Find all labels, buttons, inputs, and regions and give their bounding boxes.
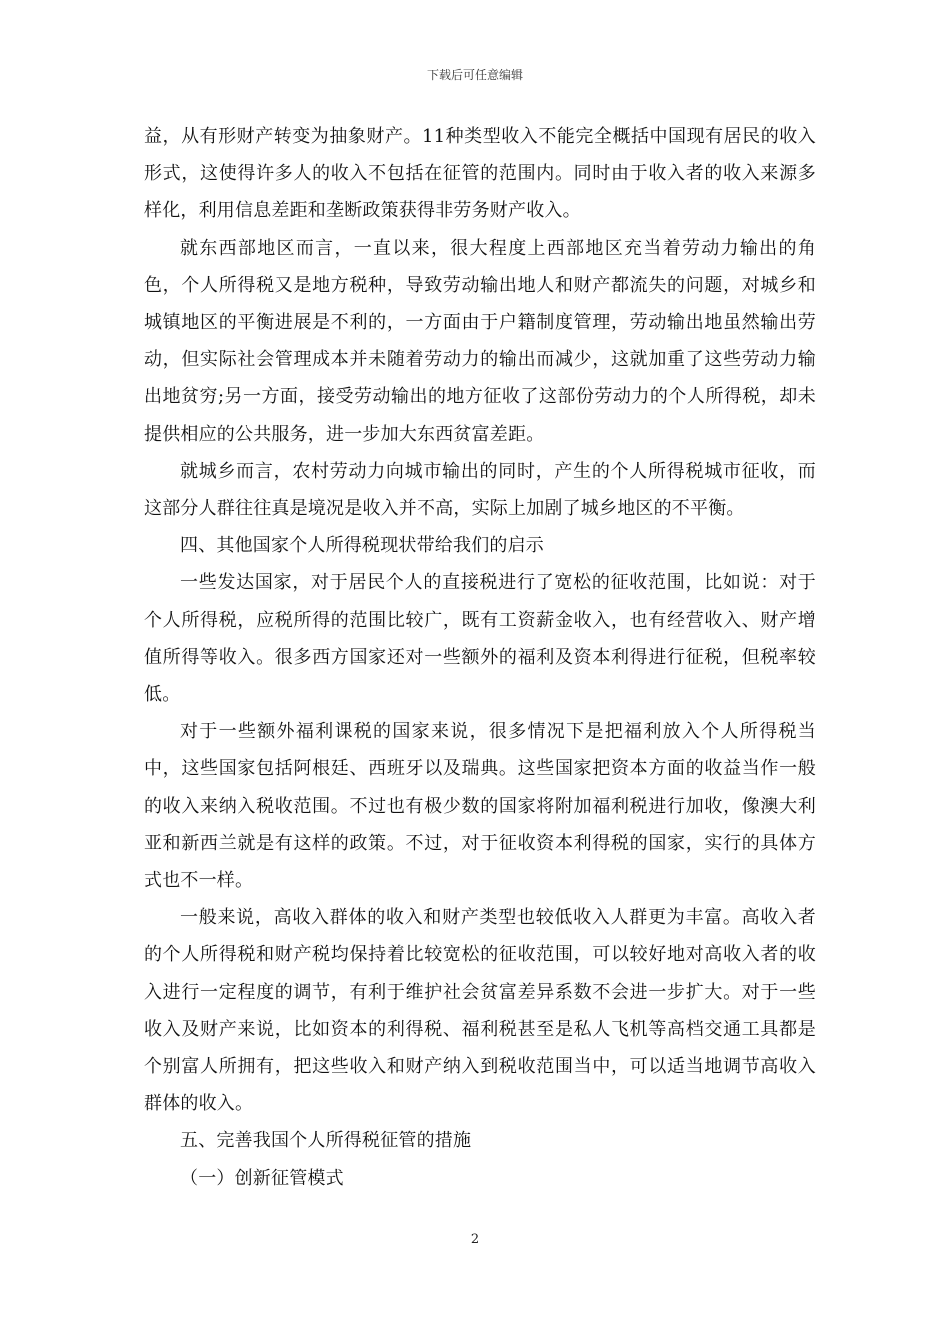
paragraph-high-income: 一般来说，高收入群体的收入和财产类型也较低收入人群更为丰富。高收入者的个人所得税和财产税均保持着比较宽松的征收范围，可以较好地对高收入者的收入进行一定程度的调节，有利于维护社会贫富差异系数不会进一步扩大。对于一些收入及财产来说，比如资本的利得税、福利税甚至是私人飞机等高档交通工具都是个别富人所拥有，把这些收入和财产纳入到税收范围当中，可以适当地调节高收入群体的收入。 [144, 907, 816, 1115]
section-heading-5: 五、完善我国个人所得税征管的措施 [180, 1130, 472, 1152]
paragraph-east-west: 就东西部地区而言，一直以来，很大程度上西部地区充当着劳动力输出的角色，个人所得税又是地方税种，导致劳动输出地人和财产都流失的问题，对城乡和城镇地区的平衡进展是不利的，一方面由于户籍制度管理，劳动输出地虽然输出劳动，但实际社会管理成本并未随着劳动力的输出而减少，这就加重了这些劳动力输出地贫穷;另一方面，接受劳动输出的地方征收了这部份劳动力的个人所得税，却未提供相应的公共服务，进一步加大东西贫富差距。 [144, 237, 816, 445]
paragraph-urban-rural: 就城乡而言，农村劳动力向城市输出的同时，产生的个人所得税城市征收，而这部分人群往往真是境况是收入并不高，实际上加剧了城乡地区的不平衡。 [144, 460, 816, 520]
subsection-heading-1: （一）创新征管模式 [180, 1167, 344, 1189]
paragraph-continuation: 益，从有形财产转变为抽象财产。11种类型收入不能完全概括中国现有居民的收入形式，这使得许多人的收入不包括在征管的范围内。同时由于收入者的收入来源多样化，利用信息差距和垄断政策获得非劳务财产收入。 [144, 126, 816, 222]
page-number: 2 [470, 1232, 480, 1247]
header-note: 下载后可任意编辑 [426, 68, 523, 82]
paragraph-welfare-tax: 对于一些额外福利课税的国家来说，很多情况下是把福利放入个人所得税当中，这些国家包括阿根廷、西班牙以及瑞典。这些国家把资本方面的收益当作一般的收入来纳入税收范围。不过也有极少数的国家将附加福利税进行加收，像澳大利亚和新西兰就是有这样的政策。不过，对于征收资本利得税的国家，实行的具体方式也不一样。 [144, 721, 816, 892]
paragraph-developed-countries: 一些发达国家，对于居民个人的直接税进行了宽松的征收范围，比如说：对于个人所得税，应税所得的范围比较广，既有工资薪金收入，也有经营收入、财产增值所得等收入。很多西方国家还对一些额外的福利及资本利得进行征税，但税率较低。 [144, 572, 816, 706]
section-heading-4: 四、其他国家个人所得税现状带给我们的启示 [180, 535, 544, 557]
document-body [144, 118, 816, 1197]
